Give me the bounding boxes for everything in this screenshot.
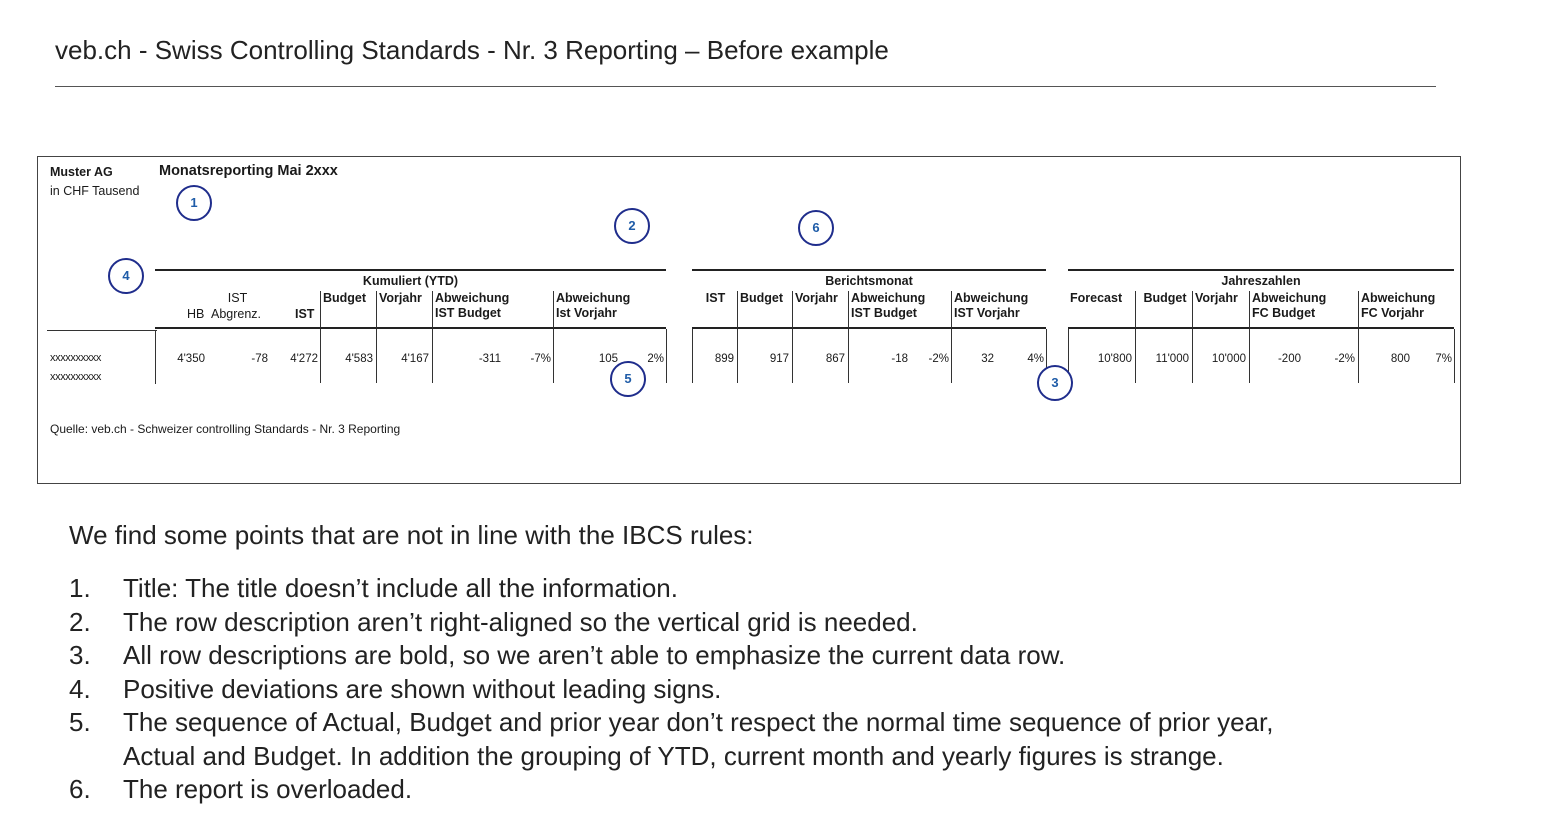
col-ist-label: IST <box>295 307 315 321</box>
list-number: 3. <box>69 640 91 670</box>
group-year <box>1068 269 1454 385</box>
col-abw-budget-year <box>1249 291 1358 329</box>
gridline <box>1454 329 1455 383</box>
col-budget-year: Budget <box>1135 291 1192 329</box>
cell-abw-budget-month: -18 <box>891 353 908 365</box>
report-title: Monatsreporting Mai 2xxx <box>159 163 338 179</box>
title-divider <box>55 86 1436 87</box>
group-year-title: Jahreszahlen <box>1068 269 1454 291</box>
col-abw-budget-year-label: Abweichung <box>1252 291 1327 305</box>
row-label: xxxxxxxxxx <box>50 371 102 383</box>
cell-vorjahr-month: 867 <box>825 353 845 365</box>
cell-abw-vj-month: 32 <box>981 353 994 365</box>
list-number: 1. <box>69 573 91 603</box>
report-source: Quelle: veb.ch - Schweizer controlling Standards - Nr. 3 Reporting <box>50 422 401 436</box>
cell-ist-month: 899 <box>714 353 734 365</box>
row-label: xxxxxxxxxx <box>50 352 102 364</box>
col-abgrenz-label: Abgrenz. <box>211 307 262 321</box>
cell-vorjahr-year: 10'000 <box>1211 353 1246 365</box>
list-number: 2. <box>69 606 91 637</box>
row-label-rule <box>47 330 157 331</box>
col-abw-vj-ytd <box>553 291 666 329</box>
findings-list <box>69 572 1273 807</box>
col-vorjahr-month: Vorjahr <box>792 291 848 329</box>
marker-3: 3 <box>1037 365 1073 401</box>
marker-4: 4 <box>108 258 144 294</box>
findings-intro: We find some points that are not in line with the IBCS rules: <box>69 520 754 550</box>
col-vorjahr-year: Vorjahr <box>1192 291 1249 329</box>
list-item <box>69 606 1273 640</box>
slide-title: veb.ch - Swiss Controlling Standards - Nr. 3 Reporting – Before example <box>55 35 889 65</box>
cell-abw-budget-pct-ytd: -7% <box>530 353 551 365</box>
cell-abw-budget-pct-month: -2% <box>928 353 949 365</box>
list-item <box>69 773 1273 807</box>
cell-abw-budget-ytd: -311 <box>478 353 501 365</box>
cell-abw-vj-pct-month: 4% <box>1027 353 1044 365</box>
list-item <box>69 572 1273 606</box>
col-vorjahr-ytd: Vorjahr <box>376 291 432 329</box>
col-abw-budget-month-sub: IST Budget <box>851 306 917 320</box>
currency-unit: in CHF Tausend <box>50 184 140 198</box>
col-abw-budget-month <box>848 291 951 329</box>
col-budget-ytd: Budget <box>320 291 376 329</box>
col-abw-budget-year-sub: FC Budget <box>1252 306 1316 320</box>
col-abw-vj-year <box>1358 291 1454 329</box>
list-number: 4. <box>69 673 91 704</box>
col-abw-vj-ytd-label: Abweichung <box>556 291 631 305</box>
col-abw-budget-ytd <box>432 291 553 329</box>
list-text: The sequence of Actual, Budget and prior year don’t respect the normal time sequence of prior year, <box>123 707 1274 737</box>
group-ytd-title: Kumuliert (YTD) <box>155 269 666 291</box>
cell-abw-vj-pct-ytd: 2% <box>647 353 664 365</box>
list-number: 5. <box>69 707 91 737</box>
col-abw-budget-ytd-sub: IST Budget <box>435 306 501 320</box>
list-text: Actual and Budget. In addition the grouping of YTD, current month and yearly figures is strange. <box>123 740 1224 771</box>
marker-2: 2 <box>614 208 650 244</box>
col-abw-vj-year-label: Abweichung <box>1361 291 1436 305</box>
cell-forecast-year: 10'800 <box>1097 353 1132 365</box>
col-budget-month: Budget <box>737 291 792 329</box>
col-hb-label: HB <box>187 307 205 321</box>
col-ist-ytd <box>155 291 320 329</box>
cell-abw-budget-pct-year: -2% <box>1334 353 1355 365</box>
cell-abgrenz: -78 <box>251 353 268 365</box>
list-text: The report is overloaded. <box>123 774 413 804</box>
group-ytd <box>155 269 666 385</box>
cell-abw-vj-ytd: 105 <box>598 353 618 365</box>
list-item <box>69 639 1273 673</box>
company-name: Muster AG <box>50 165 113 179</box>
list-item <box>69 706 1273 740</box>
list-text: The row description aren’t right-aligned so the vertical grid is needed. <box>123 606 918 637</box>
list-text: Title: The title doesn’t include all the information. <box>123 573 678 603</box>
group-month <box>692 269 1046 385</box>
col-forecast-year: Forecast <box>1068 291 1135 329</box>
group-month-title: Berichtsmonat <box>692 269 1046 291</box>
col-ist-ytd-label: IST <box>227 291 248 305</box>
cell-ist-ytd: 4'272 <box>290 353 318 365</box>
marker-5: 5 <box>610 361 646 397</box>
cell-hb: 4'350 <box>177 353 205 365</box>
col-abw-vj-year-sub: FC Vorjahr <box>1361 306 1424 320</box>
list-number: 6. <box>69 774 91 804</box>
cell-budget-year: 11'000 <box>1155 353 1189 365</box>
cell-abw-vj-pct-year: 7% <box>1435 353 1452 365</box>
report-panel <box>37 156 1461 484</box>
cell-vorjahr-ytd: 4'167 <box>401 353 429 365</box>
col-abw-vj-month-label: Abweichung <box>954 291 1029 305</box>
cell-budget-month: 917 <box>769 353 789 365</box>
cell-abw-budget-year: -200 <box>1277 353 1301 365</box>
marker-6: 6 <box>798 210 834 246</box>
gridline <box>666 329 667 383</box>
list-item <box>69 673 1273 707</box>
list-item <box>69 740 1273 774</box>
col-abw-vj-month <box>951 291 1046 329</box>
col-ist-month: IST <box>692 291 737 329</box>
col-abw-budget-ytd-label: Abweichung <box>435 291 510 305</box>
marker-1: 1 <box>176 185 212 221</box>
cell-abw-vj-year: 800 <box>1390 353 1410 365</box>
cell-budget-ytd: 4'583 <box>345 353 373 365</box>
col-abw-vj-ytd-sub: Ist Vorjahr <box>556 306 617 320</box>
list-text: Positive deviations are shown without leading signs. <box>123 673 722 704</box>
col-abw-budget-month-label: Abweichung <box>851 291 926 305</box>
col-abw-vj-month-sub: IST Vorjahr <box>954 306 1020 320</box>
list-text: All row descriptions are bold, so we aren’t able to emphasize the current data row. <box>123 640 1066 670</box>
